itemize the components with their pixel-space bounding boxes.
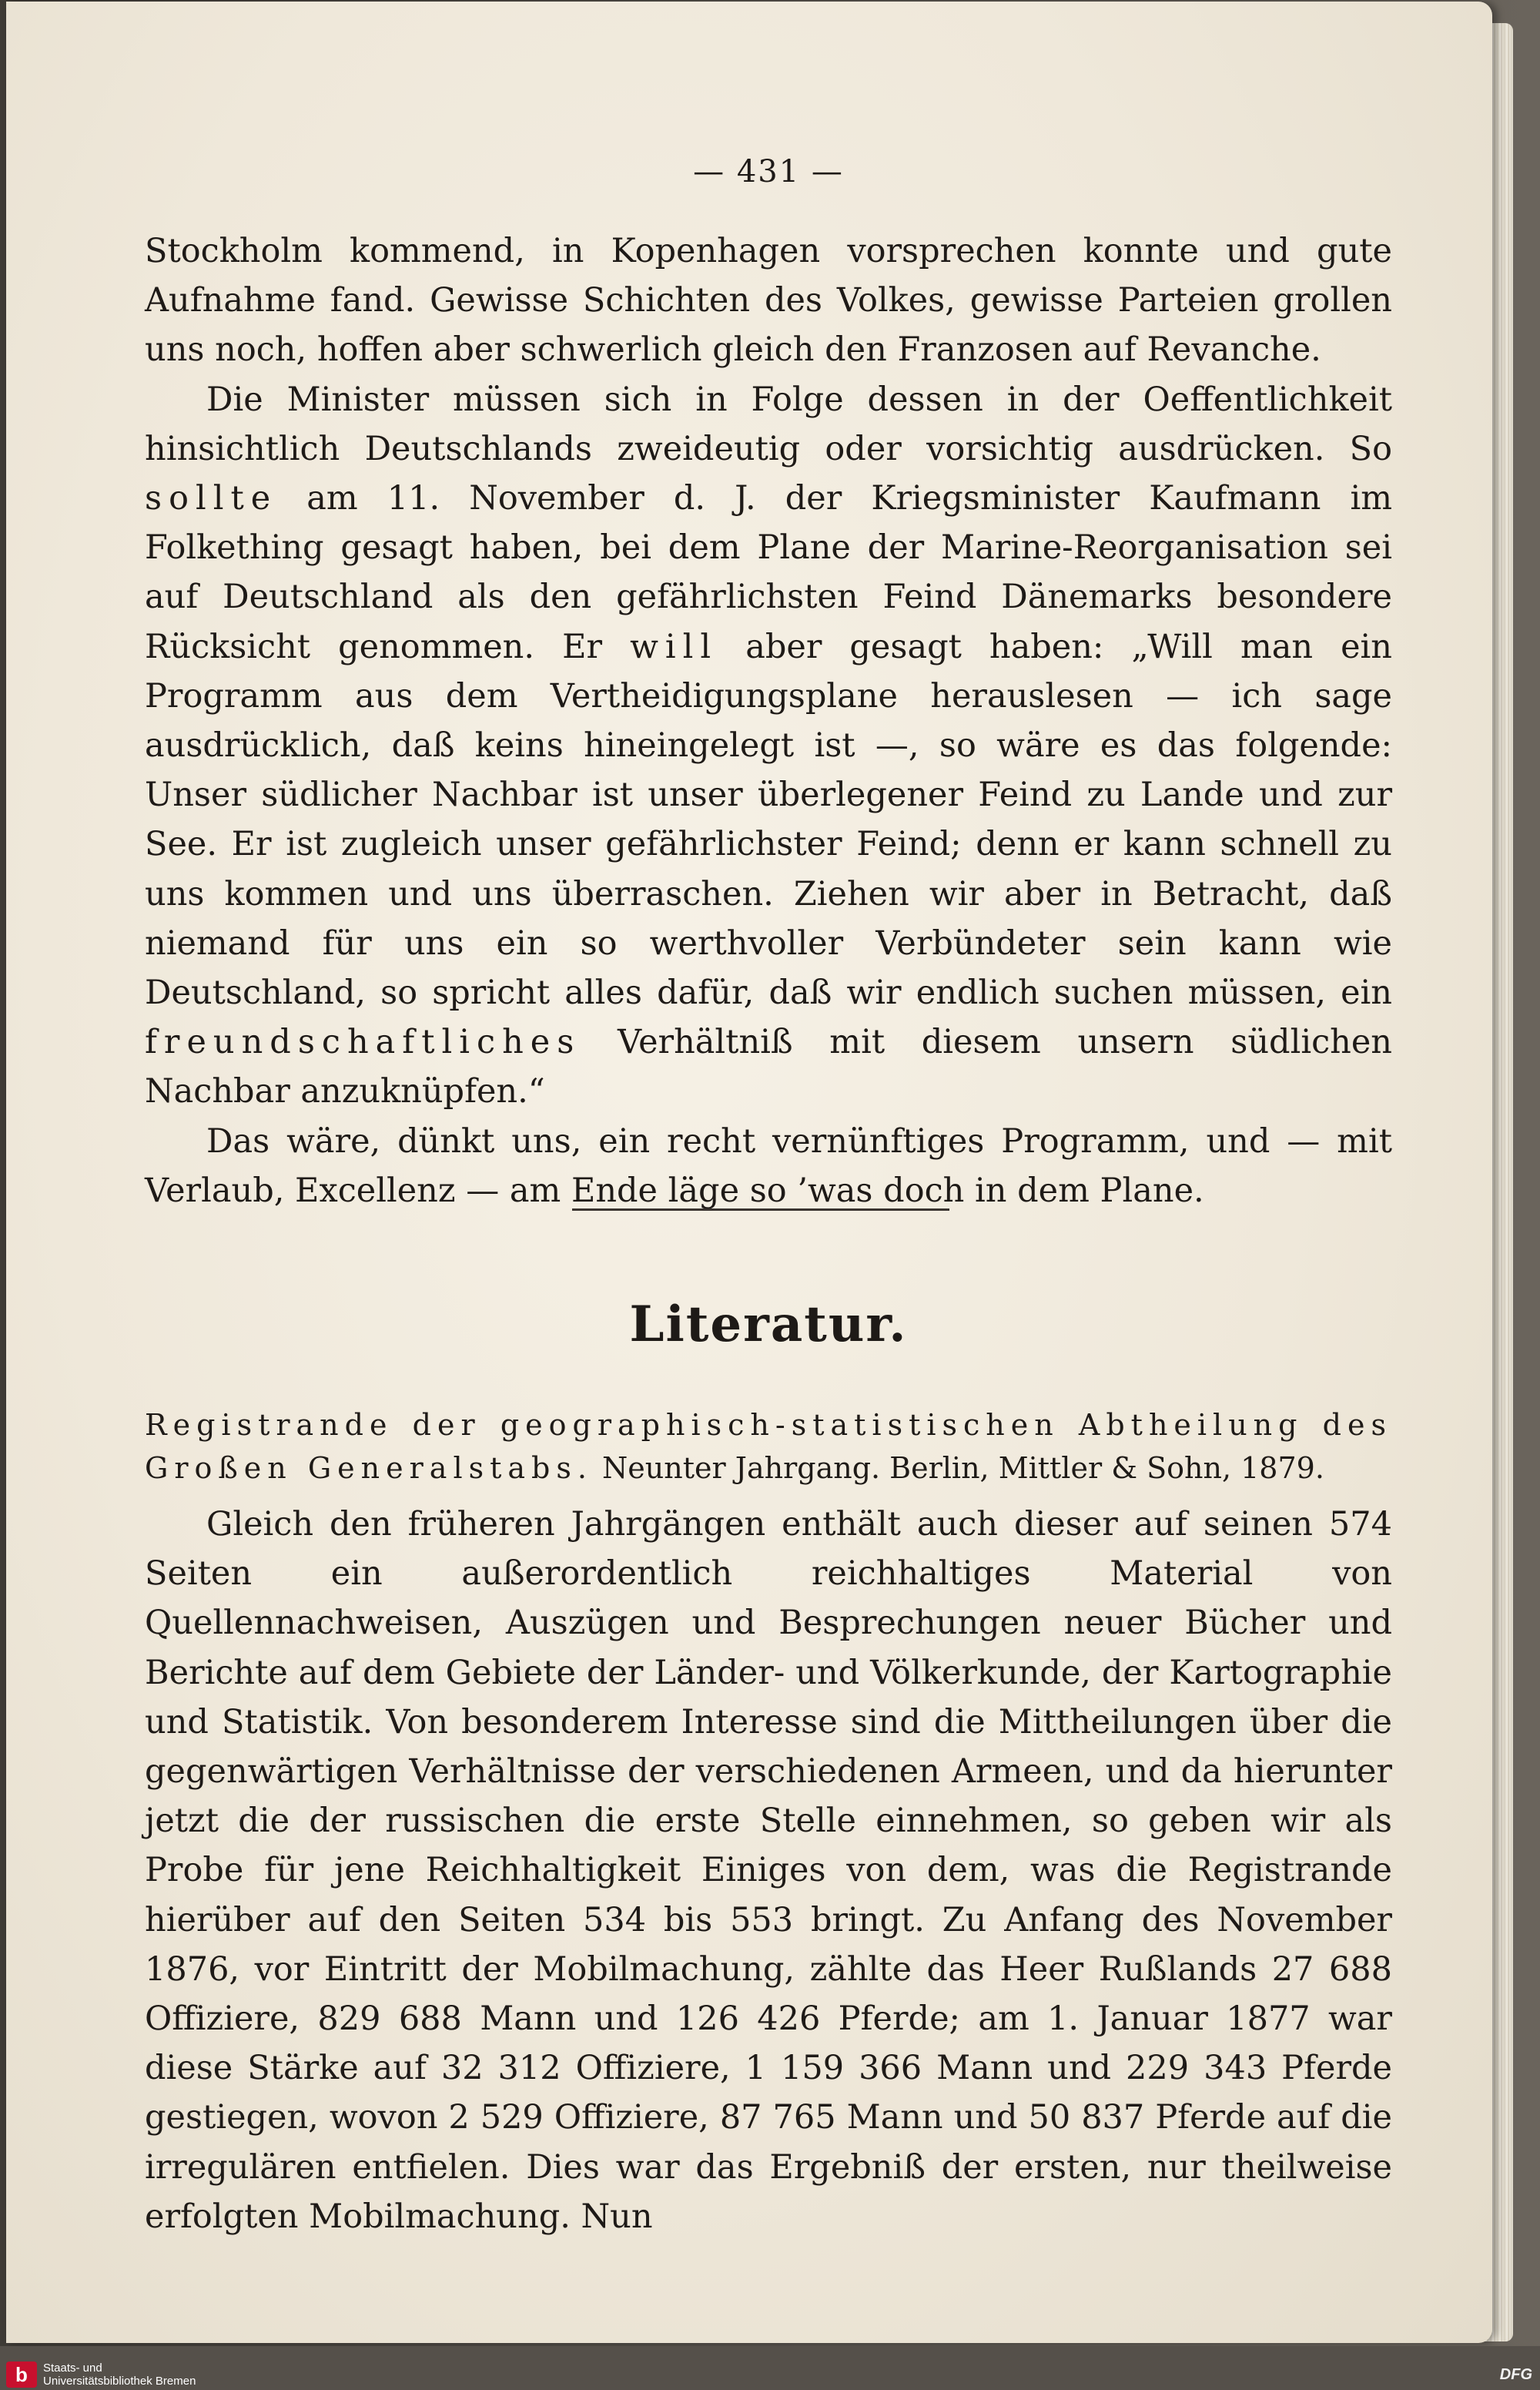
library-logo-icon: b [6,2362,37,2388]
spaced-word-will: will [630,627,718,666]
library-name-line1: Staats- und [43,2362,102,2375]
paragraph-ministers [145,375,1392,1117]
reference-details: Neunter Jahrgang. Berlin, Mittler & Sohn, 1879. [602,1451,1324,1485]
ministers-quote-start: aber gesagt haben: „Will man ein Programm aus dem Vertheidigungsplane herauslesen — ich sage ausdrücklich, daß keins hineingelegt ist —, so wäre es das folgende: Unser südlicher Nachbar ist unser überlegener Feind zu Lande und zur See. Er ist zugleich unser gefährlichster Feind; denn er kann schnell zu uns kommen und uns überraschen. Ziehen wir aber in Betracht, daß niemand für uns ein so werthvoller Verbündeter sein kann wie Deutschland, so spricht alles dafür, daß wir endlich suchen müssen, ein [145,627,1392,1013]
spaced-word-freundschaftliches: freundschaftliches [145,1023,581,1062]
reference-title: Registrande der geographisch-statistischen Abtheilung des Großen Generalstabs. [145,1408,1392,1485]
section-heading: Literatur. [629,1296,908,1353]
text-block-top [145,226,1392,1215]
text-block-review [145,1500,1392,2241]
library-name-line2: Universitätsbibliothek Bremen [43,2375,196,2388]
paragraph-review: Gleich den früheren Jahrgängen enthält auch dieser auf seinen 574 Seiten ein außerordentlich reichhaltiges Material von Quellennachweisen, Auszügen und Besprechungen neuer Bücher und Berichte auf dem Gebiete der Länder- und Völkerkunde, der Kartographie und Statistik. Von besonderem Interesse sind die Mittheilungen über die gegenwärtigen Verhältnisse der verschiedenen Armeen, und da hierunter jetzt die der russischen die erste Stelle einnehmen, so geben wir als Probe für jene Reichhaltigkeit Einiges von dem, was die Registrande hierüber auf den Seiten 534 bis 553 bringt. Zu Anfang des November 1876, vor Eintritt der Mobilmachung, zählte das Heer Rußlands 27 688 Offiziere, 829 688 Mann und 126 426 Pferde; am 1. Januar 1877 war diese Stärke auf 32 312 Offiziere, 1 159 366 Mann und 229 343 Pferde gestiegen, wovon 2 529 Offiziere, 87 765 Mann und 50 837 Pferde auf die irregulären entfielen. Dies war das Ergebniß der ersten, nur theilweise erfolgten Mobilmachung. Nun [145,1505,1392,2236]
bibliographic-reference [145,1403,1392,1490]
paragraph-programm: Das wäre, dünkt uns, ein recht vernünftiges Programm, und — mit Verlaub, Excellenz — am Ende läge so ’was doch in dem Plane. [145,1121,1392,1210]
book-page [6,2,1492,2343]
spaced-word-sollte: sollte [145,479,278,518]
ministers-text-middle: am 11. November d. J. der Kriegsminister Kaufmann im Folkething gesagt haben, bei dem Plane der Marine-Reorganisation sei auf Deutschland als den gefährlichsten Feind Dänemarks besondere Rücksicht genommen. Er [145,479,1392,666]
dfg-label: DFG [1499,2366,1532,2383]
section-divider [572,1208,949,1211]
ministers-text-start: Die Minister müssen sich in Folge dessen in der Oeffentlichkeit hinsichtlich Deutschlands zweideutig oder vorsichtig ausdrücken. So [145,380,1392,468]
reference-entry [145,1403,1392,1490]
ministers-quote-end: Verhältniß mit diesem unsern südlichen Nachbar anzuknüpfen.“ [145,1023,1392,1111]
paragraph-stockholm: Stockholm kommend, in Kopenhagen vorsprechen konnte und gute Aufnahme fand. Gewisse Schichten des Volkes, gewisse Parteien grollen uns noch, hoffen aber schwerlich gleich den Franzosen auf Revanche. [145,232,1392,370]
page-number: — 431 — [693,154,844,189]
library-name [43,2362,320,2388]
